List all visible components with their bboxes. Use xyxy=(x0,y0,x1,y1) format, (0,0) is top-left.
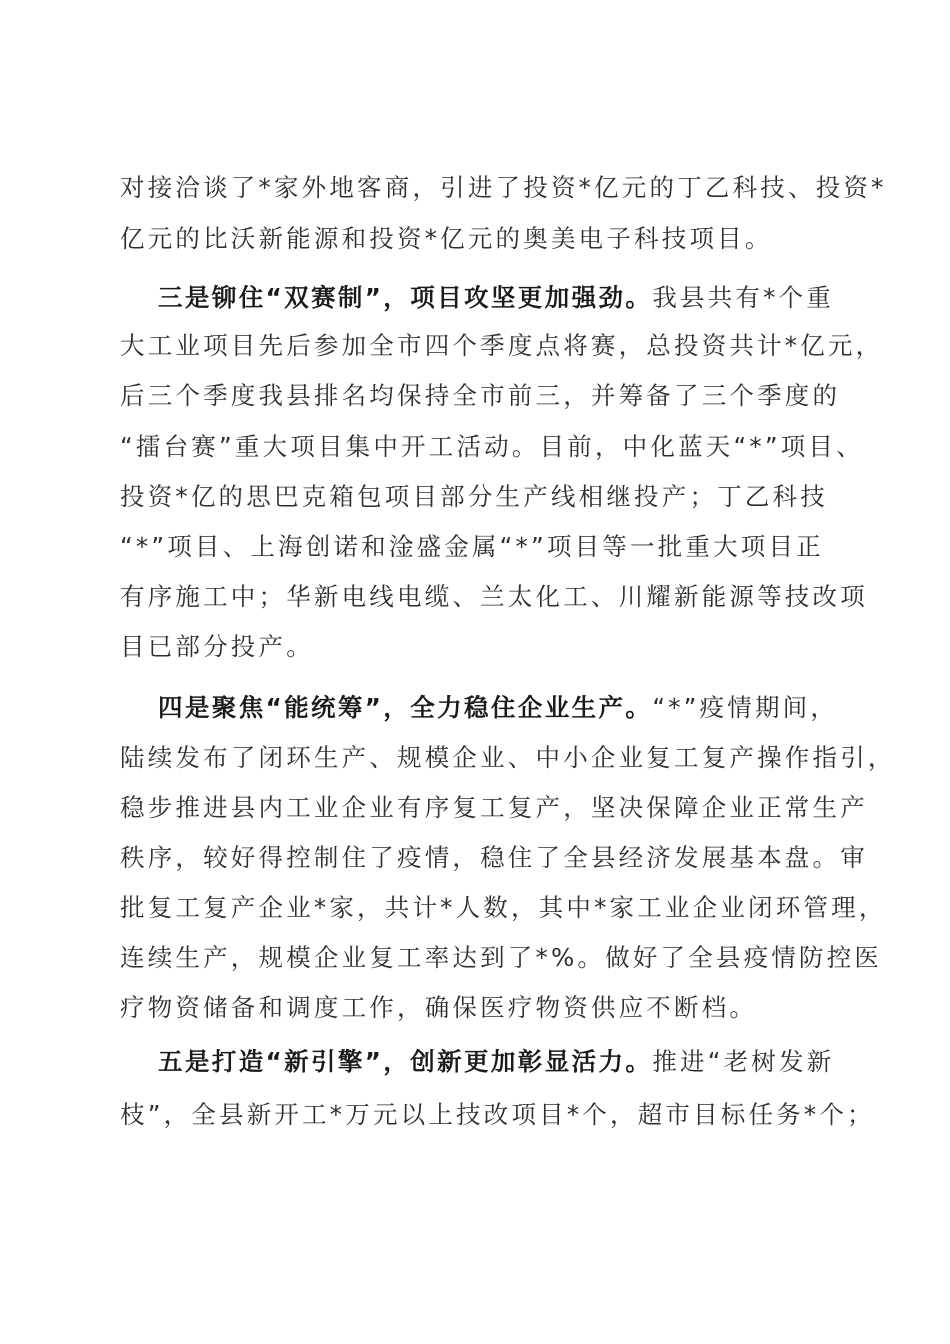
text-line: 枝”，全县新开工*万元以上技改项目*个，超市目标任务*个； xyxy=(120,1100,875,1129)
text-line: 有序施工中；华新电线电缆、兰太化工、川耀新能源等技改项 xyxy=(120,582,868,611)
paragraph-3-heading: 三是铆住“双赛制”，项目攻坚更加强劲。 xyxy=(158,283,653,312)
text-line: 疗物资储备和调度工作，确保医疗物资供应不断档。 xyxy=(120,993,758,1022)
text-run: 推进“老树发新 xyxy=(652,1047,835,1076)
text-line: 秩序，较好得控制住了疫情，稳住了全县经济发展基本盘。审 xyxy=(120,843,868,872)
text-line: 大工业项目先后参加全市四个季度点将赛，总投资共计*亿元， xyxy=(120,331,884,360)
paragraph-5-heading: 五是打造“新引擎”，创新更加彰显活力。 xyxy=(158,1047,653,1076)
paragraph-4-first-line xyxy=(158,691,840,725)
text-line: 目已部分投产。 xyxy=(120,632,314,661)
text-line: 投资*亿的思巴克箱包项目部分生产线相继投产；丁乙科技 xyxy=(120,482,828,511)
text-run: “*”疫情期间， xyxy=(652,693,839,722)
paragraph-5-first-line xyxy=(158,1045,840,1079)
text-line: 陆续发布了闭环生产、规模企业、中小企业复工复产操作指引， xyxy=(120,743,896,772)
paragraph-4-heading: 四是聚焦“能统筹”，全力稳住企业生产。 xyxy=(158,693,653,722)
text-line: 对接洽谈了*家外地客商，引进了投资*亿元的丁乙科技、投资* xyxy=(120,173,887,202)
text-line: 亿元的比沃新能源和投资*亿元的奥美电子科技项目。 xyxy=(120,224,773,253)
text-line: “*”项目、上海创诺和淦盛金属“*”项目等一批重大项目正 xyxy=(120,532,824,561)
text-line: 后三个季度我县排名均保持全市前三，并筹备了三个季度的 xyxy=(120,381,841,410)
text-line: 连续生产，规模企业复工率达到了*%。做好了全县疫情防控医 xyxy=(120,943,883,972)
text-run: 我县共有*个重 xyxy=(652,283,834,312)
text-line: 稳步推进县内工业企业有序复工复产，坚决保障企业正常生产 xyxy=(120,793,868,822)
text-line: 批复工复产企业*家，共计*人数，其中*家工业企业闭环管理， xyxy=(120,893,887,922)
paragraph-3-first-line xyxy=(158,281,840,315)
text-line: “擂台赛”重大项目集中开工活动。目前，中化蓝天“*”项目、 xyxy=(120,432,864,461)
